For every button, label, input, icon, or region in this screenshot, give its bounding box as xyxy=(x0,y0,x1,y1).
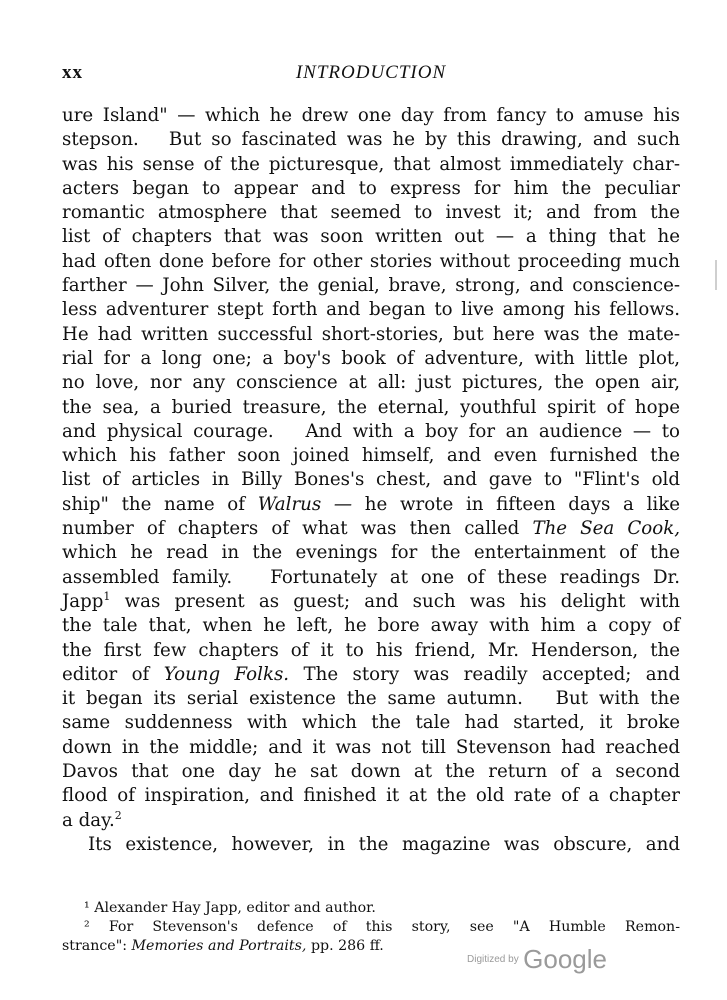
body-text xyxy=(62,104,680,857)
text-line: assembled family. Fortunately at one of these readings Dr. xyxy=(62,566,680,588)
text-line: He had written successful short-stories, but here was the mate- xyxy=(62,323,680,345)
footnote-1: ¹ Alexander Hay Japp, editor and author. xyxy=(84,900,376,916)
text-line: same suddenness with which the tale had started, it broke xyxy=(62,712,680,734)
text-line: editor of Young Folks. The story was readily accepted; and xyxy=(62,663,680,685)
text-line: romantic atmosphere that seemed to invest it; and from the xyxy=(62,202,680,224)
text-line: no love, nor any conscience at all: just pictures, the open air, xyxy=(62,372,680,394)
footnote-2-line-2: strance": Memories and Portraits, pp. 286 ff. xyxy=(62,938,384,954)
footnote-mark-1[interactable]: 1 xyxy=(103,589,111,603)
italic-title-young-folks: Young Folks. xyxy=(163,663,290,685)
page-header xyxy=(62,62,680,88)
scan-mark xyxy=(715,260,717,290)
italic-title-memories: Memories and Portraits, xyxy=(131,938,307,954)
text-line: Davos that one day he sat down at the return of a second xyxy=(62,761,680,783)
text-line: flood of inspiration, and finished it at the old rate of a chapter xyxy=(62,785,680,807)
text-line: rial for a long one; a boy's book of adventure, with little plot, xyxy=(62,347,680,369)
text-line: which he read in the evenings for the entertainment of the xyxy=(62,542,680,564)
text-line: the sea, a buried treasure, the eternal, youthful spirit of hope xyxy=(62,396,680,418)
text-line: list of articles in Billy Bones's chest, and gave to "Flint's old xyxy=(62,469,680,491)
google-watermark xyxy=(467,944,607,975)
text-line: stepson. But so fascinated was he by this drawing, and such xyxy=(62,129,680,151)
page-number: xx xyxy=(62,62,83,83)
text-line: acters began to appear and to express for him the peculiar xyxy=(62,177,680,199)
text-line: ure Island" — which he drew one day from fancy to amuse his xyxy=(62,105,680,126)
text-line: Japp$^1$ was present as guest; and such was his delight with xyxy=(62,589,680,612)
text-line: and physical courage. And with a boy for an audience — to xyxy=(62,420,680,442)
text-line: number of chapters of what was then called The Sea Cook, xyxy=(62,518,680,540)
italic-title-walrus: Walrus — xyxy=(257,493,353,515)
digitized-by-label: Digitized by xyxy=(467,954,519,965)
text-line: farther — John Silver, the genial, brave, strong, and conscience- xyxy=(62,275,680,297)
italic-title-sea-cook: The Sea Cook, xyxy=(532,518,680,540)
text-line: a day.$^2$ xyxy=(62,808,122,831)
text-line: had often done before for other stories without proceeding much xyxy=(62,250,680,272)
text-line: was his sense of the picturesque, that almost immediately char- xyxy=(62,153,680,175)
google-logo: Google xyxy=(523,944,607,974)
text-line: less adventurer stept forth and began to live among his fellows. xyxy=(62,299,680,321)
footnote-mark-2[interactable]: 2 xyxy=(114,808,122,822)
text-line: it began its serial existence the same autumn. But with the xyxy=(62,688,680,710)
text-line: the tale that, when he left, he bore away with him a copy of xyxy=(62,615,680,637)
text-line: ship" the name of Walrus — he wrote in fifteen days a like xyxy=(62,493,681,515)
text-line: list of chapters that was soon written out — a thing that he xyxy=(62,226,680,248)
text-line: down in the middle; and it was not till Stevenson had reached xyxy=(62,736,680,758)
text-line: which his father soon joined himself, and even furnished the xyxy=(62,445,680,467)
text-line: the first few chapters of it to his friend, Mr. Henderson, the xyxy=(62,639,680,661)
footnote-2-line-1: ² For Stevenson's defence of this story, see "A Humble Remon- xyxy=(84,919,680,935)
running-title: INTRODUCTION xyxy=(295,62,447,83)
paragraph-start-line: Its existence, however, in the magazine was obscure, and xyxy=(88,833,680,855)
